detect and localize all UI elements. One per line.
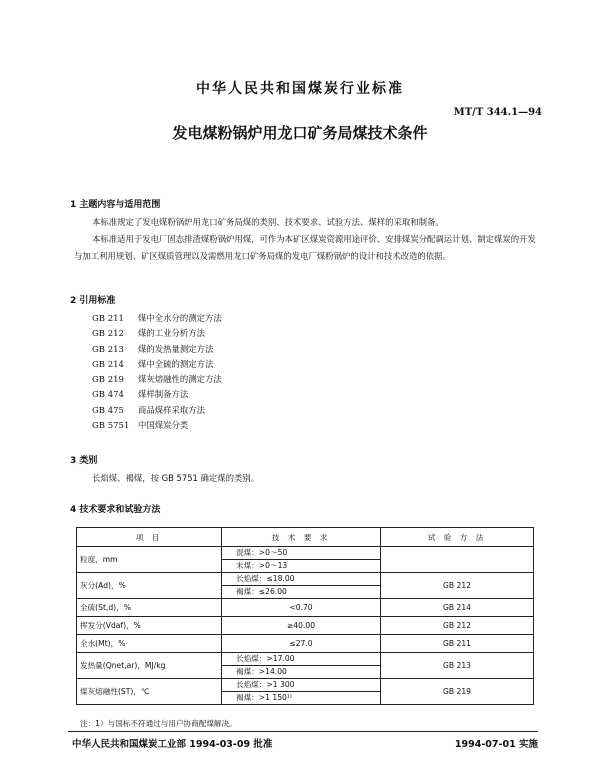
reference-item (92, 388, 222, 403)
standard-title: 中华人民共和国煤炭行业标准 (196, 81, 404, 97)
row-item: 粒度，mm (77, 547, 222, 573)
reference-item (92, 312, 222, 327)
requirement-line: 褐煤：≤26.00 (222, 585, 380, 598)
row-requirement (222, 573, 381, 599)
row-requirement: <0.70 (222, 599, 381, 617)
reference-item (92, 343, 222, 358)
table-row (77, 617, 534, 635)
reference-code: GB 214 (92, 359, 124, 370)
document-title: 发电煤粉锅炉用龙口矿务局煤技术条件 (172, 124, 428, 142)
column-header-requirement: 技 术 要 求 (222, 528, 381, 547)
row-method: GB 212 (381, 617, 534, 635)
row-method: GB 213 (381, 653, 534, 679)
reference-code: GB 213 (92, 344, 124, 355)
implementation-date: 1994-07-01 实施 (454, 739, 538, 750)
reference-title: 煤的工业分析方法 (138, 328, 205, 339)
reference-item (92, 373, 222, 388)
reference-title: 煤的发热量测定方法 (138, 343, 214, 354)
standard-code: MT/T 344.1—94 (453, 107, 542, 118)
row-item: 发热量(Qnet,ar)，MJ/kg (77, 653, 222, 679)
reference-title: 煤灰熔融性的测定方法 (138, 374, 222, 385)
table-row (77, 679, 534, 705)
row-item: 全硫(St,d)，% (77, 599, 222, 617)
section-2-heading: 2 引用标准 (70, 296, 116, 306)
requirement-line: 褐煤：>1 150¹⁾ (222, 691, 380, 704)
section-3-heading: 3 类别 (70, 456, 98, 466)
reference-code: GB 474 (92, 390, 124, 401)
row-requirement (222, 679, 381, 705)
table-row (77, 547, 534, 573)
requirement-line: 长焰煤：≤18.00 (236, 574, 295, 583)
table-row (77, 573, 534, 599)
row-item: 挥发分(Vdaf)，% (77, 617, 222, 635)
table-footnote: 注：1）与国标不符通过与用户协商配煤解决。 (80, 719, 237, 728)
requirement-line: 褐煤：>14.00 (222, 665, 380, 678)
row-requirement: ≤27.0 (222, 635, 381, 653)
spec-table (76, 527, 534, 705)
reference-code: GB 5751 (92, 421, 130, 432)
reference-item (92, 404, 222, 419)
row-requirement (222, 547, 381, 573)
requirement-line: 长焰煤：>17.00 (236, 654, 295, 663)
requirement-line: 长焰煤：>1 300 (236, 680, 295, 689)
category-text: 长焰煤、褐煤，按 GB 5751 确定煤的类别。 (92, 473, 260, 483)
requirement-line: 末煤：>0～13 (222, 559, 380, 572)
table-row (77, 653, 534, 679)
reference-item (92, 327, 222, 342)
row-method: GB 212 (381, 573, 534, 599)
requirement-line: 混煤：>0～50 (236, 548, 288, 557)
section-1-heading: 1 主题内容与适用范围 (70, 200, 161, 210)
row-method: GB 211 (381, 635, 534, 653)
reference-title: 商品煤样采取方法 (138, 404, 205, 415)
row-requirement: ≥40.00 (222, 617, 381, 635)
table-row (77, 599, 534, 617)
table-row (77, 635, 534, 653)
row-method (381, 547, 534, 573)
footer-divider (68, 731, 538, 732)
reference-item (92, 419, 222, 434)
column-header-item: 项 目 (77, 528, 222, 547)
row-item: 全水(Mt)，% (77, 635, 222, 653)
section-1-paragraph-2: 本标准适用于发电厂固态排渣煤粉锅炉用煤，可作为本矿区煤炭资源用途评价、安排煤炭分配调运计划、制定煤炭的开发与加工利用规划、矿区煤质管理以及需燃用龙口矿务局煤的发电厂煤粉锅炉的设计和技术改造的依据。 (74, 234, 536, 261)
section-1-paragraph-1: 本标准规定了发电煤粉锅炉用龙口矿务局煤的类别、技术要求、试验方法、煤样的采取和制备。 (92, 217, 444, 227)
table-header-row (77, 528, 534, 547)
approval-line: 中华人民共和国煤炭工业部 1994-03-09 批准 (72, 739, 273, 750)
reference-code: GB 475 (92, 405, 124, 416)
section-4-heading: 4 技术要求和试验方法 (70, 505, 161, 515)
row-method: GB 214 (381, 599, 534, 617)
row-item: 煤灰熔融性(ST)，℃ (77, 679, 222, 705)
reference-item (92, 358, 222, 373)
row-method: GB 219 (381, 679, 534, 705)
reference-list (92, 312, 222, 434)
reference-code: GB 219 (92, 375, 124, 386)
reference-code: GB 212 (92, 329, 124, 340)
reference-code: GB 211 (92, 314, 124, 324)
reference-title: 煤样制备方法 (138, 389, 189, 400)
row-item: 灰分(Ad)，% (77, 573, 222, 599)
reference-title: 煤中全硫的测定方法 (138, 358, 214, 369)
reference-title: 煤中全水分的测定方法 (138, 313, 222, 323)
row-requirement (222, 653, 381, 679)
reference-title: 中国煤炭分类 (138, 420, 189, 431)
column-header-method: 试 验 方 法 (381, 528, 534, 547)
